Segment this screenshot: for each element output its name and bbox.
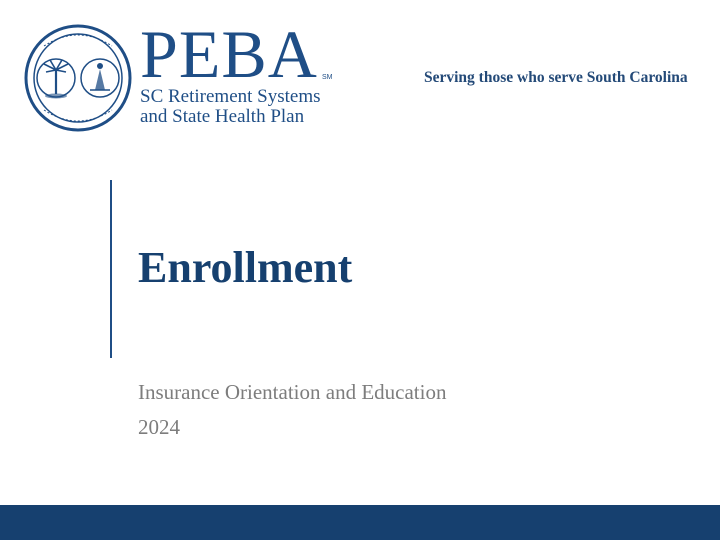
vertical-divider [110, 180, 112, 358]
slide-year: 2024 [138, 415, 180, 439]
peba-wordmark: PEBA [140, 16, 318, 92]
state-seal-icon [24, 24, 132, 132]
slide-title: Enrollment [138, 243, 353, 292]
header [0, 0, 720, 140]
service-mark: SM [322, 74, 333, 81]
footer-bar [0, 505, 720, 540]
tagline: Serving those who serve South Carolina [424, 69, 688, 86]
slide-subtitle: Insurance Orientation and Education [138, 380, 447, 404]
logo-subtitle-line-1: SC Retirement Systems [140, 86, 321, 107]
logo-subtitle-line-2: and State Health Plan [140, 106, 305, 127]
